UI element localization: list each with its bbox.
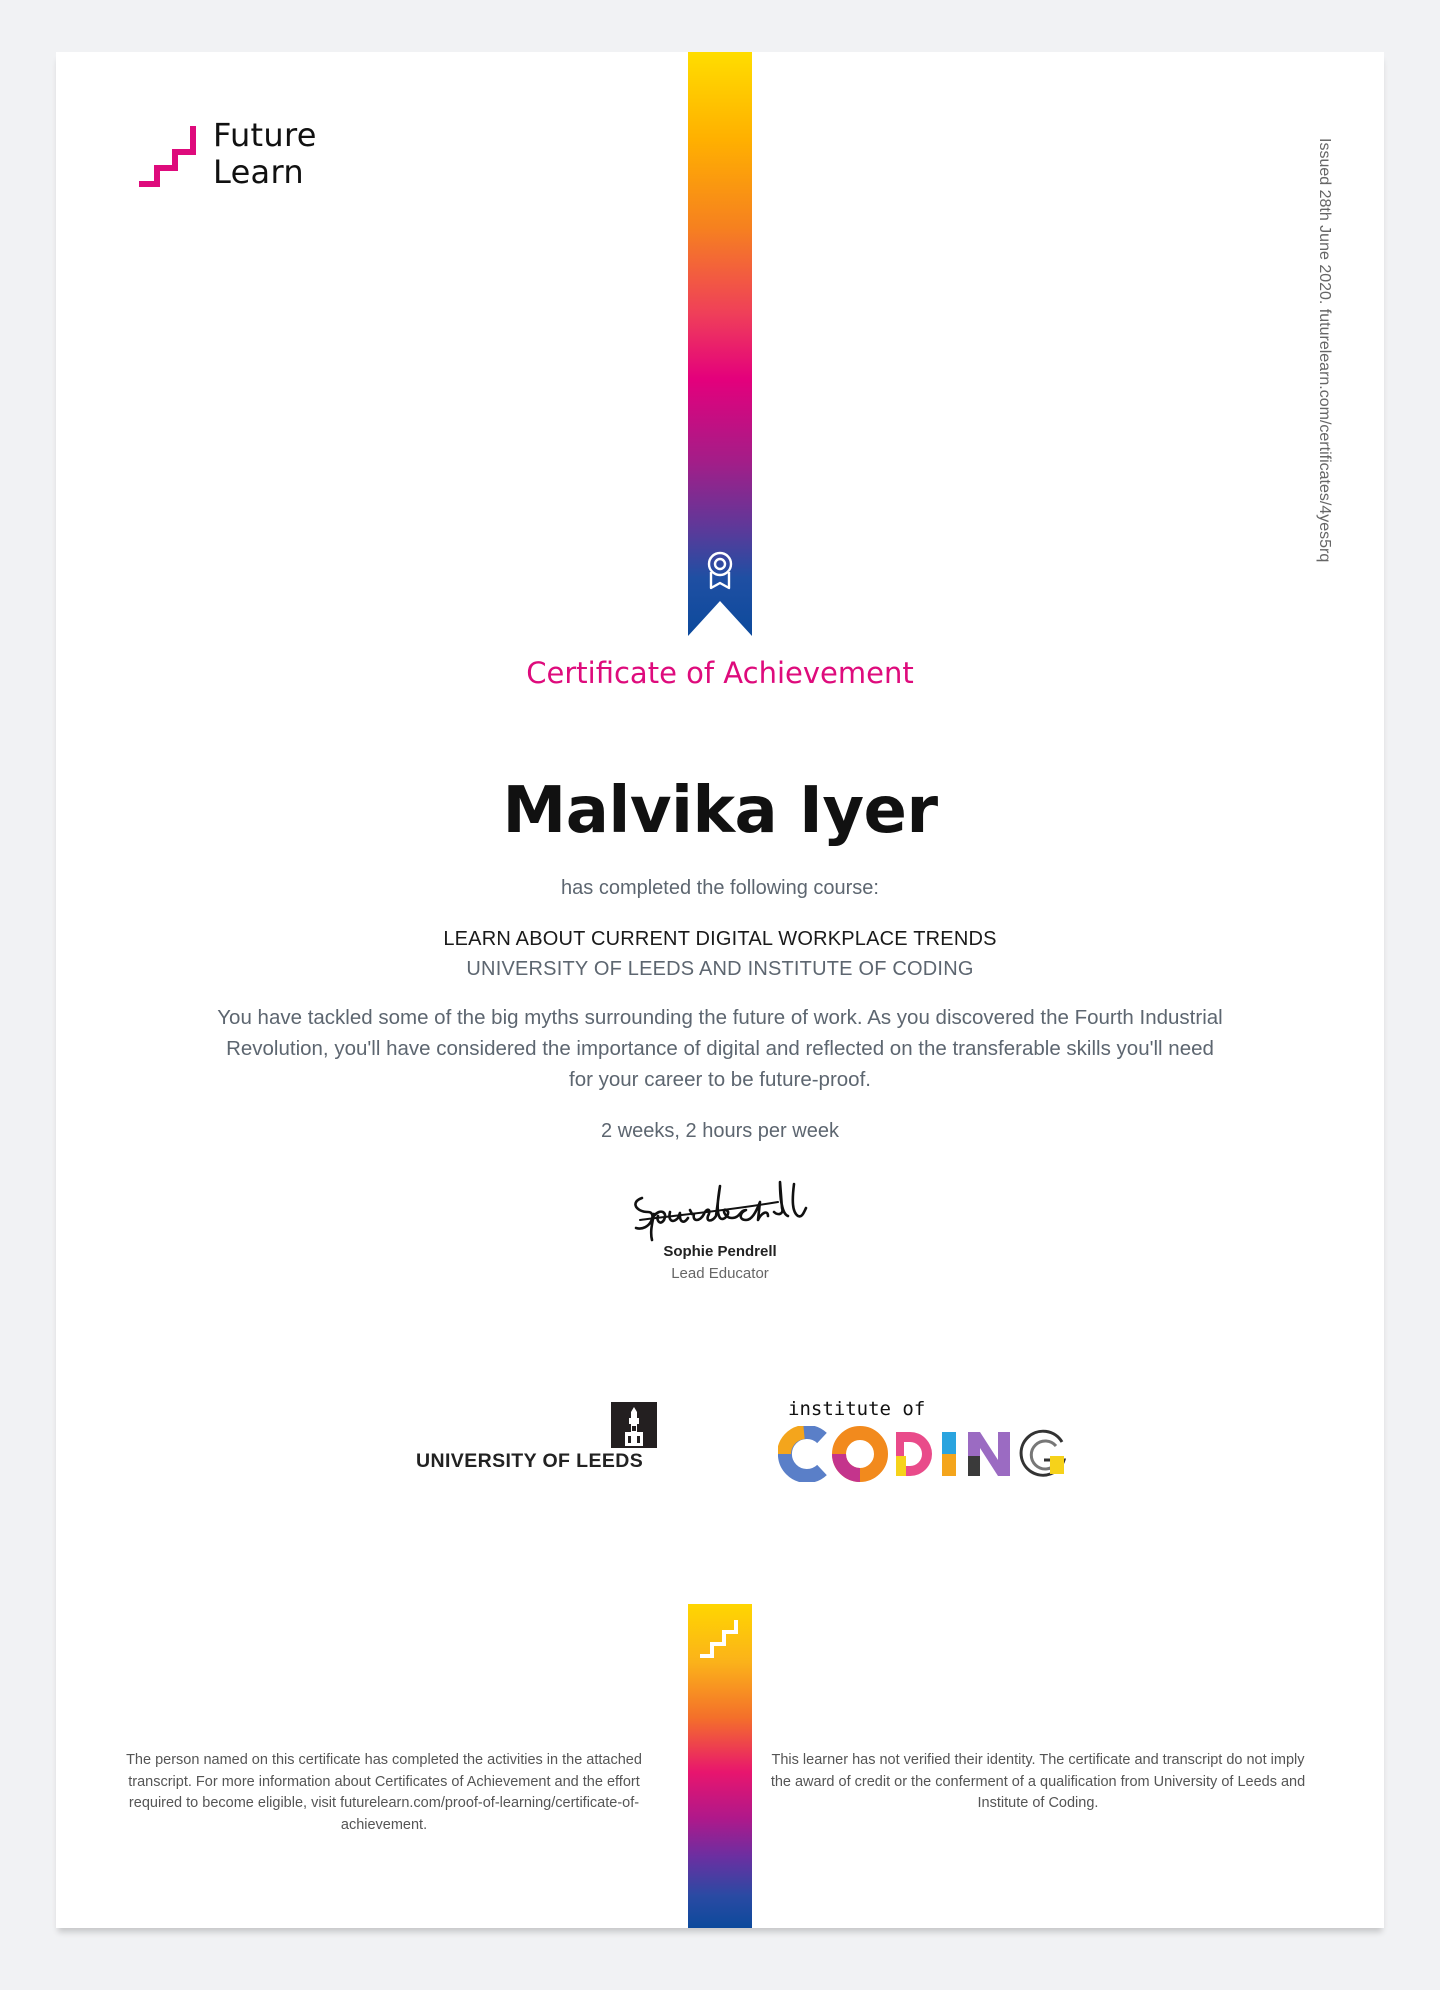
steps-icon (696, 1616, 744, 1662)
learner-name: Malvika Iyer (502, 774, 938, 848)
issued-line: Issued 28th June 2020. futurelearn.com/certificates/4yes5rq (1316, 138, 1333, 563)
logo-word-learn: Learn (213, 153, 304, 191)
footer-proof-of-learning: The person named on this certificate has completed the activities in the attached transcript. For more information about Certificates of Achievement and the effort required to become eligible, visit futurelearn.com/proof-of-learning/certificate-of-achievement. (126, 1752, 642, 1833)
steps-icon (137, 120, 207, 190)
certificate-title: Certificate of Achievement (526, 656, 914, 690)
course-organisation: UNIVERSITY OF LEEDS AND INSTITUTE OF CODING (466, 958, 974, 980)
ioc-small-text: institute of (788, 1398, 926, 1420)
top-ribbon (688, 52, 752, 636)
completion-intro: has completed the following course: (561, 877, 879, 899)
leeds-tower-icon (611, 1402, 657, 1448)
award-rosette-icon (704, 550, 736, 592)
institute-of-coding-logo (778, 1398, 1078, 1498)
footer-verification-notice: This learner has not verified their identity. The certificate and transcript do not imply the award of credit or the conferment of a qualification from University of Leeds and Institute of Coding. (770, 1752, 1306, 1811)
educator-role: Lead Educator (671, 1265, 769, 1282)
leeds-wordmark: UNIVERSITY OF LEEDS (416, 1450, 644, 1472)
futurelearn-logo[interactable] (137, 118, 357, 208)
course-description: You have tackled some of the big myths surrounding the future of work. As you discovered the Fourth Industrial Revolution, you'll have considered the importance of digital and reflected on the transferable skills you'll need for your career to be future-proof. (217, 1006, 1223, 1091)
coding-wordmark-graphic (778, 1426, 1078, 1482)
logo-word-future: Future (213, 116, 317, 154)
educator-signature (628, 1172, 812, 1246)
certificate-sheet (56, 52, 1384, 1928)
course-duration: 2 weeks, 2 hours per week (601, 1120, 839, 1142)
university-of-leeds-logo (416, 1402, 666, 1482)
educator-name: Sophie Pendrell (663, 1243, 777, 1260)
course-name: LEARN ABOUT CURRENT DIGITAL WORKPLACE TRENDS (443, 928, 997, 950)
